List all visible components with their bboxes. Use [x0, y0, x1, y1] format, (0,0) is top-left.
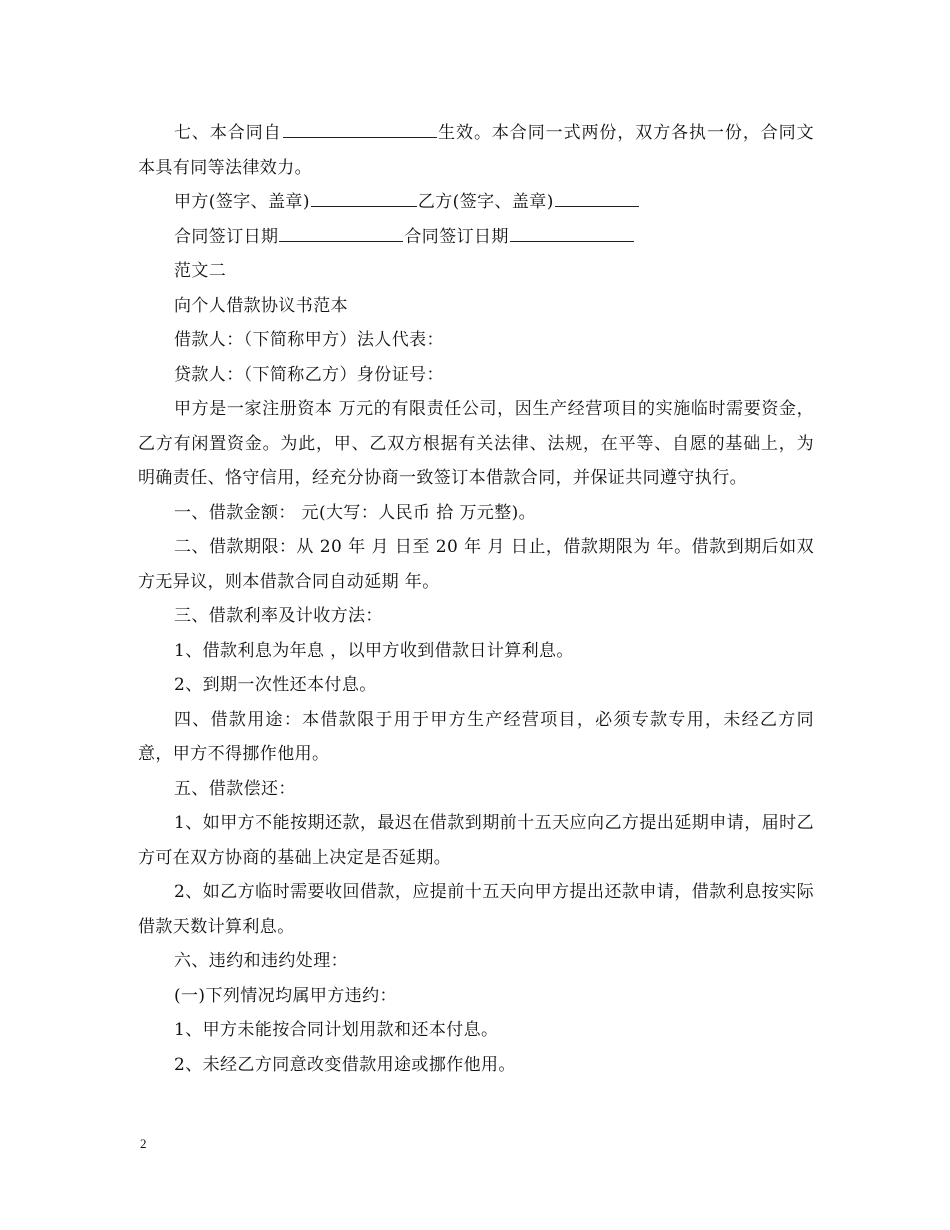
breach-item-1: 1、甲方未能按合同计划用款和还本付息。	[174, 1020, 499, 1040]
loan-term-clause: 二、借款期限：从 20 年 月 日至 20 年 月 日止，借款期限为 年。借款到期后如双方无异议，则本借款合同自动延期 年。	[138, 537, 814, 592]
lender-line: 贷款人：（下简称乙方）身份证号：	[174, 364, 444, 385]
borrower-line: 借款人：（下简称甲方）法人代表：	[174, 330, 444, 350]
clause-7-end: 生效。本合同一式两份，双方各执一份，合同文本具有同等法律效力。	[138, 123, 814, 178]
effective-date-blank	[283, 119, 437, 138]
party-a-signature-label: 甲方(签字、盖章)	[174, 192, 310, 212]
repayment-heading: 五、借款偿还：	[174, 778, 296, 799]
interest-item-1: 1、借款利息为年息 ，以甲方收到借款日计算利息。	[174, 640, 574, 661]
signing-date-blank-a	[279, 223, 403, 242]
breach-heading: 六、违约和违约处理：	[174, 951, 348, 971]
party-b-signature-blank	[555, 188, 639, 207]
repayment-item-1: 1、如甲方不能按期还款，最迟在借款到期前十五天应向乙方提出延期申请，届时乙方可在双方协商的基础上决定是否延期。	[138, 813, 814, 868]
agreement-title: 向个人借款协议书范本	[174, 295, 348, 316]
repayment-item-2: 2、如乙方临时需要收回借款，应提前十五天向甲方提出还款申请，借款利息按实际借款天数计算利息。	[138, 882, 814, 937]
breach-item-2: 2、未经乙方同意改变借款用途或挪作他用。	[174, 1054, 516, 1075]
document-body	[138, 116, 814, 1082]
page-number: 2	[140, 1136, 147, 1151]
party-b-signature-label: 乙方(签字、盖章)	[417, 192, 554, 212]
preamble-paragraph: 甲方是一家注册资本 万元的有限责任公司，因生产经营项目的实施临时需要资金，乙方有闲置资金。为此，甲、乙双方根据有关法律、法规，在平等、自愿的基础上，为明确责任、恪守信用，经充分协商一致签订本借款合同，并保证共同遵守执行。	[138, 399, 814, 488]
clause-7	[138, 116, 814, 185]
clause-7-start: 七、本合同自	[174, 123, 282, 143]
signing-date-line	[138, 220, 814, 255]
signature-line	[138, 185, 814, 220]
loan-use-clause: 四、借款用途：本借款限于用于甲方生产经营项目，必须专款专用，未经乙方同意，甲方不得挪作他用。	[138, 709, 814, 764]
interest-item-2: 2、到期一次性还本付息。	[174, 675, 377, 695]
party-a-signature-blank	[311, 188, 417, 207]
sample-heading: 范文二	[174, 261, 227, 281]
breach-subheading: (一)下列情况均属甲方违约：	[174, 985, 397, 1006]
interest-clause-heading: 三、借款利率及计收方法：	[174, 606, 383, 626]
loan-amount-clause: 一、借款金额： 元(大写：人民币 拾 万元整)。	[174, 502, 537, 523]
signing-date-label-a: 合同签订日期	[174, 226, 279, 247]
signing-date-blank-b	[510, 223, 634, 242]
signing-date-label-b: 合同签订日期	[404, 226, 509, 247]
